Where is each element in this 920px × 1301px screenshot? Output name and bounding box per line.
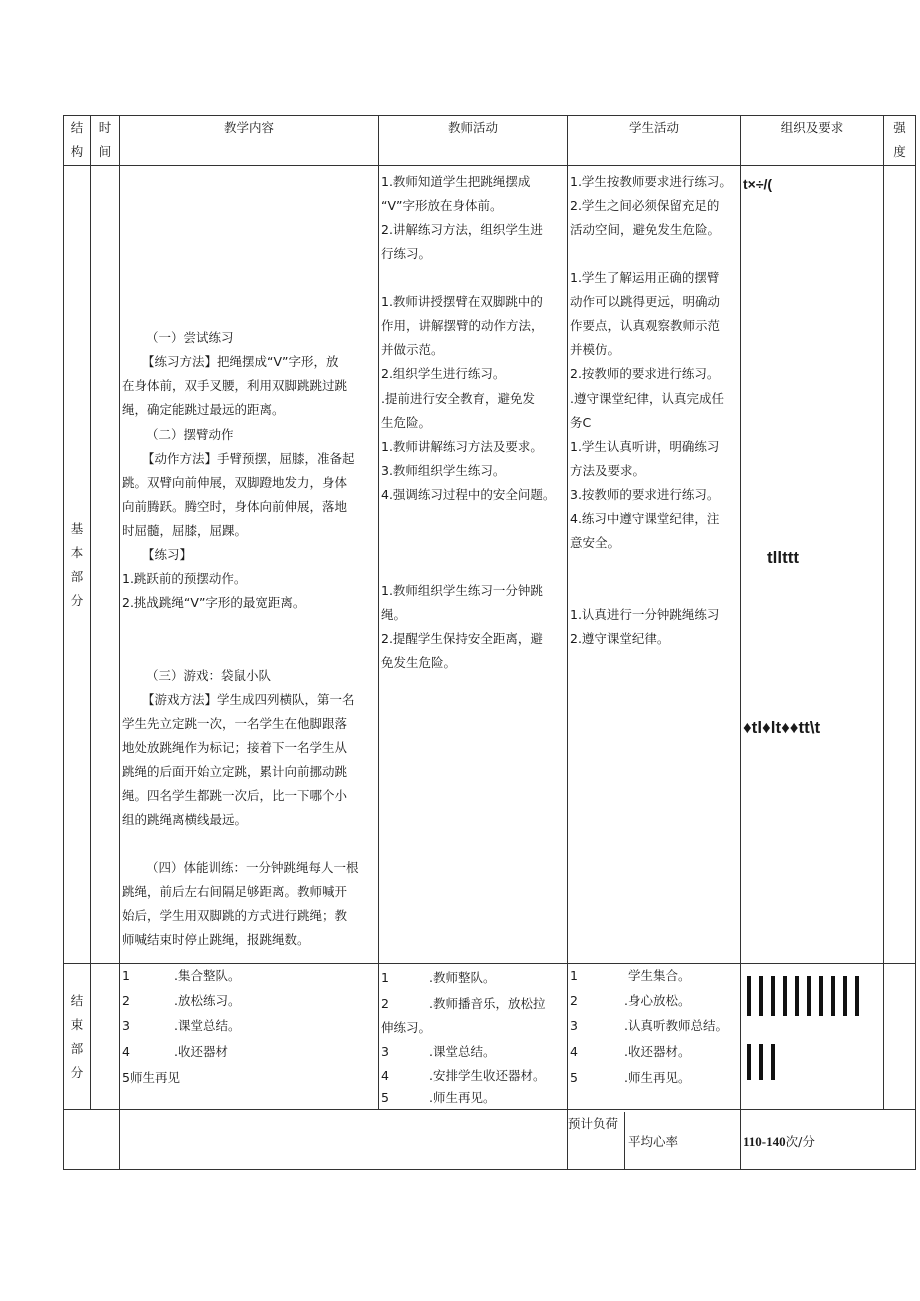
formation-bar <box>807 976 811 1016</box>
ending-teacher-text: 伸练习。 <box>381 1020 432 1035</box>
ending-teacher-num: 5 <box>381 1090 389 1105</box>
basic-content-cell <box>120 166 379 964</box>
teacher-line: 1.教师讲授摆臂在双脚跳中的 <box>381 294 543 309</box>
content-line: 地处放跳绳作为标记；接着下一名学生从 <box>122 740 348 755</box>
heart-rate-label: 平均心率 <box>628 1134 679 1149</box>
formation-mark-2: tllttt <box>767 548 800 567</box>
teacher-line: 作用，讲解摆臂的动作方法， <box>381 318 544 333</box>
basic-part-row <box>64 166 916 964</box>
header-time: 时 间 <box>91 116 120 166</box>
ending-content-num: 2 <box>122 993 130 1008</box>
teacher-line: 4.强调练习过程中的安全问题。 <box>381 487 556 502</box>
header-intensity: 强 度 <box>884 116 916 166</box>
teacher-line: 1.教师组织学生练习一分钟跳 <box>381 583 543 598</box>
content-line: 组的跳绳离横线最远。 <box>122 812 248 827</box>
ending-student-text: .认真听教师总结。 <box>624 1018 728 1033</box>
formation-bar <box>855 976 859 1016</box>
content-line: （三）游戏：袋鼠小队 <box>146 668 272 683</box>
teacher-line: .提前进行安全教育，避免发 <box>381 391 535 406</box>
teacher-line: 行练习。 <box>381 246 432 261</box>
load-label: 预计负荷 <box>568 1116 619 1131</box>
formation-bar <box>831 976 835 1016</box>
ending-student-num: 1 <box>570 968 578 983</box>
content-line: 师喊结束时停止跳绳，报跳绳数。 <box>122 932 310 947</box>
ending-teacher-num: 3 <box>381 1044 389 1059</box>
content-line: （一）尝试练习 <box>146 330 234 345</box>
ending-teacher-text: .课堂总结。 <box>429 1044 496 1059</box>
content-line: 向前腾跃。腾空时，身体向前伸展，落地 <box>122 499 348 514</box>
formation-bar <box>795 976 799 1016</box>
header-teacher: 教师活动 <box>379 116 568 166</box>
teacher-line: 1.教师讲解练习方法及要求。 <box>381 439 543 454</box>
teacher-line: 2.讲解练习方法，组织学生进 <box>381 222 543 237</box>
ending-content-text: 5师生再见 <box>122 1070 180 1085</box>
student-line: 并模仿。 <box>570 342 621 357</box>
content-line: （四）体能训练：一分钟跳绳每人一根 <box>146 860 359 875</box>
basic-student-cell <box>568 166 741 964</box>
student-line: 1.认真进行一分钟跳绳练习 <box>570 607 720 622</box>
teacher-line: 免发生危险。 <box>381 655 457 670</box>
ending-content-text: .课堂总结。 <box>174 1018 241 1033</box>
formation-mark-1: t×÷/( <box>743 176 773 192</box>
student-line: 活动空间，避免发生危险。 <box>570 222 721 237</box>
header-content: 教学内容 <box>120 116 379 166</box>
ending-teacher-num: 2 <box>381 996 389 1011</box>
teacher-line: 1.教师知道学生把跳绳摆成 <box>381 174 531 189</box>
content-line: 在身体前，双手叉腰，利用双脚跳跳过跳 <box>122 378 348 393</box>
ending-content-text: .收还器材 <box>174 1044 228 1059</box>
ending-content-num: 4 <box>122 1044 130 1059</box>
basic-time-cell <box>91 166 120 964</box>
student-line: 2.按教师的要求进行练习。 <box>570 366 720 381</box>
teacher-line: 2.组织学生进行练习。 <box>381 366 506 381</box>
formation-bar <box>747 976 751 1016</box>
ending-student-num: 3 <box>570 1018 578 1033</box>
student-line: 4.练习中遵守课堂纪律，注 <box>570 511 720 526</box>
content-line: 跳绳，前后左右间隔足够距离。教师喊开 <box>122 884 348 899</box>
teacher-line: 生危险。 <box>381 415 432 430</box>
content-line: 绳。四名学生都跳一次后，比一下哪个小 <box>122 788 348 803</box>
content-line: 2.挑战跳绳“V”字形的最宽距离。 <box>122 595 306 610</box>
formation-bar <box>843 976 847 1016</box>
teacher-line: 3.教师组织学生练习。 <box>381 463 506 478</box>
content-line: （二）摆臂动作 <box>146 427 234 442</box>
ending-section-label: 结 束 部 分 <box>64 964 91 1110</box>
header-student: 学生活动 <box>568 116 741 166</box>
student-line: 作要点，认真观察教师示范 <box>570 318 721 333</box>
content-line: 【动作方法】手臂预摆，屈膝，准备起 <box>142 451 355 466</box>
content-line: 【练习方法】把绳摆成“V”字形，放 <box>142 354 339 369</box>
student-line: 方法及要求。 <box>570 463 646 478</box>
content-line: 绳，确定能跳过最远的距离。 <box>122 402 285 417</box>
student-line: .遵守课堂纪律，认真完成任 <box>570 391 724 406</box>
content-line: 始后，学生用双脚跳的方式进行跳绳；教 <box>122 908 348 923</box>
header-structure: 结 构 <box>64 116 91 166</box>
ending-student-text: .师生再见。 <box>624 1070 691 1085</box>
content-line: 1.跳跃前的预摆动作。 <box>122 571 247 586</box>
ending-content-text: .放松练习。 <box>174 993 241 1008</box>
ending-intensity-cell <box>884 964 916 1110</box>
formation-mark-3: ♦tl♦lt♦♦tt\t <box>743 718 821 737</box>
header-row <box>64 116 916 166</box>
formation-bars-row-2 <box>747 1044 783 1088</box>
ending-student-text: .身心放松。 <box>624 993 691 1008</box>
formation-bar <box>759 976 763 1016</box>
ending-student-num: 2 <box>570 993 578 1008</box>
ending-time-cell <box>91 964 120 1110</box>
student-line: 2.学生之间必须保留充足的 <box>570 198 720 213</box>
content-line: 跳。双臂向前伸展，双脚蹬地发力，身体 <box>122 475 348 490</box>
footer-load-cell <box>568 1110 741 1170</box>
teacher-line: 2.提醒学生保持安全距离，避 <box>381 631 543 646</box>
footer-blank-cell <box>64 1110 120 1170</box>
student-line: 1.学生了解运用正确的摆臂 <box>570 270 720 285</box>
teacher-line: 并做示范。 <box>381 342 444 357</box>
ending-teacher-text: .教师播音乐，放松拉 <box>429 996 546 1011</box>
basic-section-label: 基 本 部 分 <box>64 166 91 964</box>
footer-row <box>64 1110 916 1170</box>
formation-bar <box>771 976 775 1016</box>
student-line: 2.遵守课堂纪律。 <box>570 631 670 646</box>
footer-heart-rate-cell <box>741 1110 916 1170</box>
content-line: 时屈髓，屈膝，屈踝。 <box>122 523 248 538</box>
student-line: 动作可以跳得更远，明确动 <box>570 294 721 309</box>
ending-teacher-num: 4 <box>381 1068 389 1083</box>
basic-teacher-cell <box>379 166 568 964</box>
ending-content-text: .集合整队。 <box>174 968 241 983</box>
header-organization: 组织及要求 <box>741 116 884 166</box>
footer-blank-cell-2 <box>120 1110 568 1170</box>
formation-bar <box>747 1044 751 1080</box>
ending-teacher-text: .安排学生收还器材。 <box>429 1068 546 1083</box>
content-line: 【游戏方法】学生成四列横队，第一名 <box>142 692 355 707</box>
lesson-plan-table <box>63 115 916 1170</box>
ending-organization-cell <box>741 964 884 1110</box>
student-line: 3.按教师的要求进行练习。 <box>570 487 720 502</box>
heart-rate-value: 110-140次/分 <box>743 1134 815 1149</box>
content-line: 学生先立定跳一次，一名学生在他脚跟落 <box>122 716 348 731</box>
content-line: 跳绳的后面开始立定跳，累计向前挪动跳 <box>122 764 348 779</box>
teacher-line: 绳。 <box>381 607 407 622</box>
ending-student-num: 5 <box>570 1070 578 1085</box>
formation-bar <box>759 1044 763 1080</box>
ending-student-text: .收还器材。 <box>624 1044 691 1059</box>
content-line: 【练习】 <box>142 547 193 562</box>
basic-intensity-cell <box>884 166 916 964</box>
ending-teacher-text: .教师整队。 <box>429 970 496 985</box>
student-line: 务C <box>570 415 592 430</box>
ending-content-num: 1 <box>122 968 130 983</box>
ending-teacher-cell <box>379 964 568 1110</box>
ending-content-num: 3 <box>122 1018 130 1033</box>
teacher-line: “V”字形放在身体前。 <box>381 198 503 213</box>
formation-bar <box>771 1044 775 1080</box>
ending-student-num: 4 <box>570 1044 578 1059</box>
basic-organization-cell <box>741 166 884 964</box>
load-label-box <box>568 1112 625 1169</box>
student-line: 意安全。 <box>570 535 621 550</box>
formation-bar <box>783 976 787 1016</box>
ending-teacher-num: 1 <box>381 970 389 985</box>
ending-student-cell <box>568 964 741 1110</box>
formation-bars-row-1 <box>747 976 867 1024</box>
ending-student-text: 学生集合。 <box>628 968 691 983</box>
ending-teacher-text: .师生再见。 <box>429 1090 496 1105</box>
ending-content-cell <box>120 964 379 1110</box>
ending-part-row <box>64 964 916 1110</box>
student-line: 1.学生按教师要求进行练习。 <box>570 174 732 189</box>
student-line: 1.学生认真听讲，明确练习 <box>570 439 720 454</box>
formation-bar <box>819 976 823 1016</box>
